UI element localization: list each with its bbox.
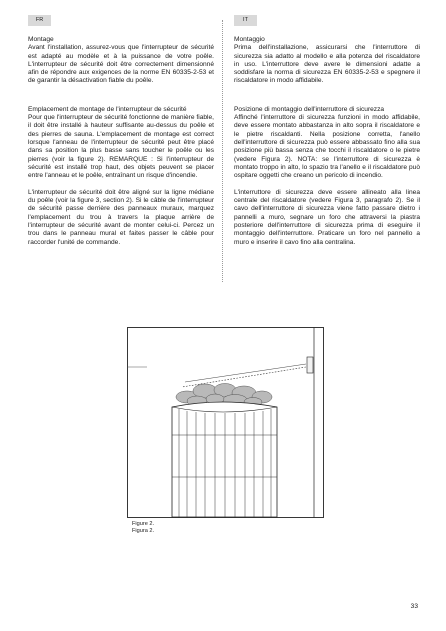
paragraph-installation: Avant l'installation, assurez-vous que l'interrupteur de sécurité est adapté au modèle et à la puissance de votre poêle. L'interrupteur de sécurité doit être correctement dimensionné afin de répondre aux exigences de la norme EN 60335-2-53 et de garantir la désactivation fiable du poêle.: [28, 44, 214, 85]
language-tab-it: IT: [234, 15, 257, 26]
figure-caption-it: Figura 2.: [132, 527, 155, 534]
column-italian: [234, 36, 420, 255]
heater-icon: [172, 402, 277, 517]
column-french: [28, 36, 214, 255]
figure-caption: [132, 521, 154, 535]
paragraph-allineamento: L'interruttore di sicurezza deve essere allineato alla linea centrale del riscaldatore (vedere Figura 3, paragrafo 2). Se il cavo dell'interruttore di sicurezza viene fatto passare dietro i pannelli a muro, segnare un foro che attraversi la piastra posteriore dell'interruttore di sicurezza prima di eseguire il montaggio dell'interruttore. Praticare un foro nel pannello a muro e inserire il cavo fino alla centralina.: [234, 188, 420, 246]
figure-caption-fr: Figure 2.: [132, 521, 155, 527]
page-number: 33: [410, 603, 418, 610]
paragraph-emplacement: Pour que l'interrupteur de sécurité fonctionne de manière fiable, il doit être installé à hauteur suffisante au-dessus du poêle et des pierres de sauna. L'emplacement de montage est correct lorsque l'anneau de l'interrupteur de sécurité peut être placé dans sa position la plus basse sans toucher le poêle ou les pierres (voir la figure 2). REMARQUE : Si l'interrupteur de sécurité est installé trop haut, des objets peuvent se placer entre l'anneau et le poêle, entraînant un risque d'incendie.: [28, 114, 214, 180]
paragraph-alignement: L'interrupteur de sécurité doit être aligné sur la ligne médiane du poêle (voir la figure 3, section 2). Si le câble de l'interrupteur de sécurité passe derrière des panneaux muraux, marquez l'emplacement du trou à travers la plaque arrière de l'interrupteur de sécurité avant de monter celui-ci. Percez un trou dans le panneau mural et faites passer le câble pour raccorder l'unité de commande.: [28, 188, 214, 246]
section-title-posizione: Posizione di montaggio dell'interruttore di sicurezza: [234, 105, 385, 113]
paragraph-posizione: Affinché l'interruttore di sicurezza funzioni in modo affidabile, deve essere montato abbastanza in alto sopra il riscaldatore e le pietre riscaldanti. Nella posizione corretta, l'anello dell'interruttore di sicurezza può essere abbassato fino alla sua posizione più bassa senza che tocchi il riscaldatore o le pietre (vedere Figura 2). NOTA: se l'interruttore di sicurezza è montato troppo in alto, lo spazio tra l'anello e il riscaldatore può ospitare oggetti che creano un pericolo di incendio.: [234, 114, 420, 180]
paragraph-installazione: Prima dell'installazione, assicurarsi che l'interruttore di sicurezza sia adatto al modello e alla potenza del riscaldatore in uso. L'interruttore deve avere le dimensioni adatte a soddisfare la norma di sicurezza EN 60335-2-53 e spegnere il riscaldatore in modo affidabile.: [234, 44, 420, 85]
section-title-montage: Montage: [28, 36, 54, 43]
section-title-emplacement: Emplacement de montage de l'interrupteur de sécurité: [28, 105, 187, 113]
figure-safety-switch-drawing: [127, 327, 324, 518]
section-title-montaggio: Montaggio: [234, 36, 265, 43]
column-divider: [222, 20, 223, 282]
safety-switch-icon: [307, 357, 313, 373]
language-tab-fr: FR: [28, 15, 51, 26]
